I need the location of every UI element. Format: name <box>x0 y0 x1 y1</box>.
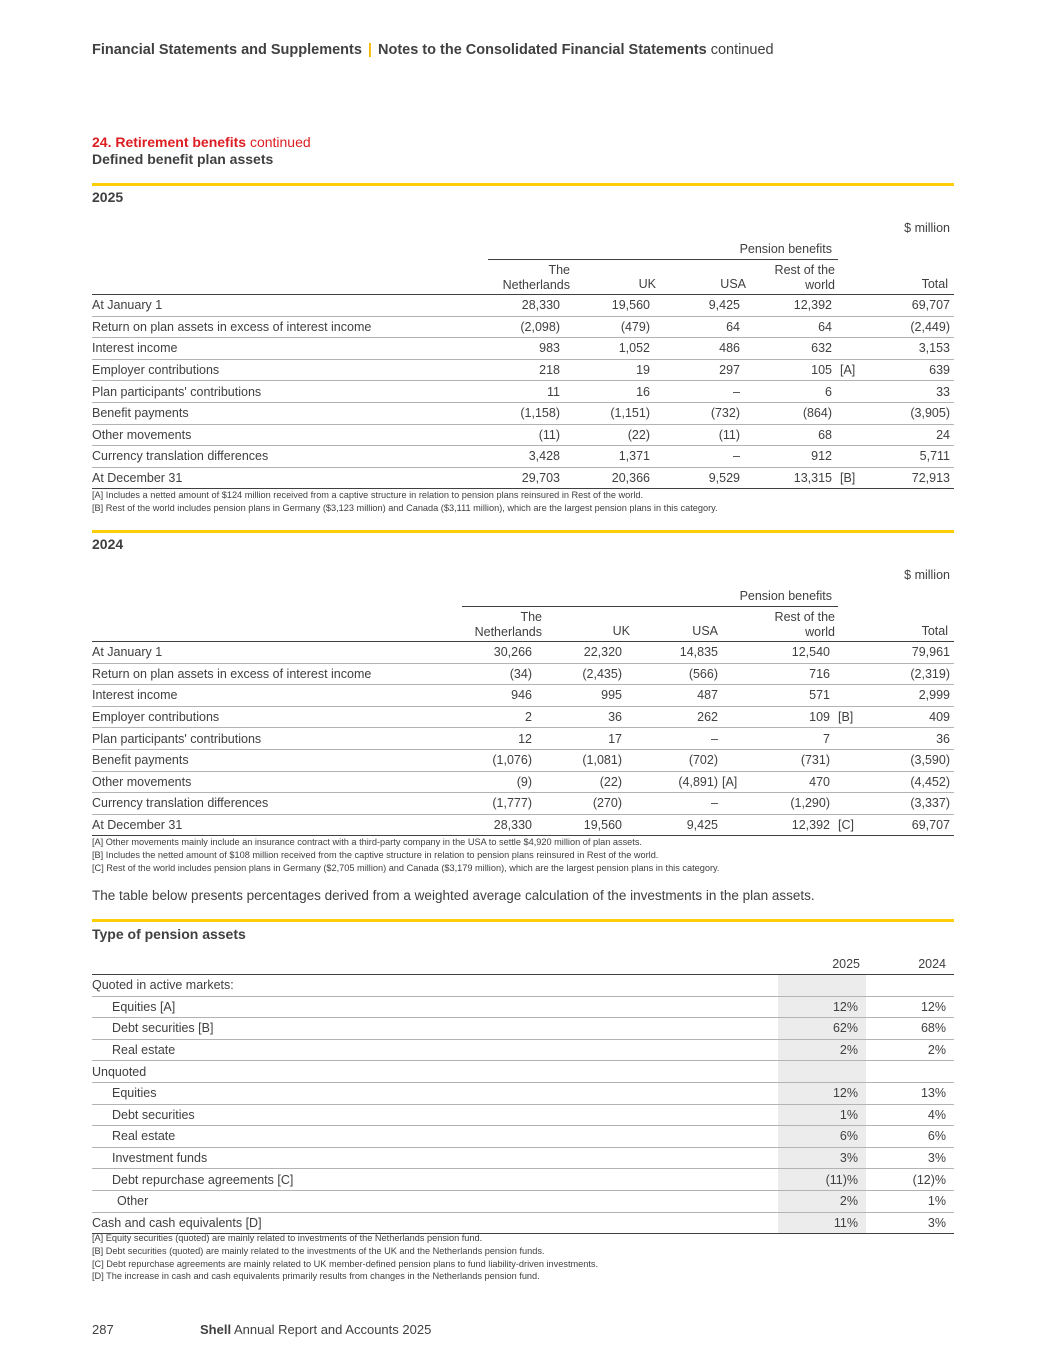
page-number: 287 <box>92 1322 114 1337</box>
row-label: Interest income <box>92 338 482 360</box>
cell-uk: 16 <box>570 381 658 403</box>
year-heading-2024: 2024 <box>92 536 124 552</box>
row-label: Other movements <box>92 771 454 793</box>
cell-rest-of-world: (1,290) <box>746 793 834 815</box>
cell-note <box>836 295 872 317</box>
cell-usa-note <box>718 814 746 836</box>
cell-usa: 297 <box>658 359 746 381</box>
row-label: Investment funds <box>92 1147 778 1169</box>
cell-netherlands: 218 <box>482 359 570 381</box>
cell-2024: 2% <box>866 1039 954 1061</box>
table-row <box>92 663 954 685</box>
cell-2024: 13% <box>866 1082 954 1104</box>
cell-rest-of-world: 912 <box>746 446 836 468</box>
footnotes-2025 <box>92 489 718 515</box>
table-row <box>92 793 954 815</box>
header-separator: | <box>367 42 372 58</box>
cell-usa: 64 <box>658 316 746 338</box>
cell-rest-of-world: (731) <box>746 749 834 771</box>
row-label: At January 1 <box>92 295 482 317</box>
cell-note <box>836 402 872 424</box>
cell-netherlands: 28,330 <box>482 295 570 317</box>
unit-label-2024: $ million <box>904 568 950 582</box>
cell-netherlands: (9) <box>454 771 542 793</box>
cell-2024: 68% <box>866 1018 954 1040</box>
footnote: [B] Debt securities (quoted) are mainly related to the investments of the UK and the Netherlands pension funds. <box>92 1245 545 1256</box>
cell-usa-note <box>718 728 746 750</box>
cell-uk: 1,052 <box>570 338 658 360</box>
cell-netherlands: (1,158) <box>482 402 570 424</box>
row-label: Return on plan assets in excess of interest income <box>92 663 454 685</box>
table-row <box>92 642 954 664</box>
table-row <box>92 728 954 750</box>
group-rule-2024 <box>462 606 838 607</box>
table-row <box>92 316 954 338</box>
cell-2024 <box>866 1061 954 1083</box>
cell-rest-of-world: 716 <box>746 663 834 685</box>
cell-uk: 22,320 <box>542 642 630 664</box>
cell-rest-of-world: 105 <box>746 359 836 381</box>
cell-note: [C] <box>834 814 870 836</box>
section-subtitle: Defined benefit plan assets <box>92 151 274 167</box>
table-row <box>92 1169 954 1191</box>
cell-uk: (2,435) <box>542 663 630 685</box>
cell-usa: 9,425 <box>658 295 746 317</box>
cell-usa-note <box>718 793 746 815</box>
col-uk-2024: UK <box>612 624 630 638</box>
header-continued: continued <box>710 42 774 58</box>
cell-note <box>834 771 870 793</box>
cell-usa: – <box>630 793 718 815</box>
running-header <box>92 42 774 58</box>
table-row <box>92 996 954 1018</box>
cell-total: (4,452) <box>870 771 954 793</box>
cell-2025: 3% <box>778 1147 866 1169</box>
footnote: [B] Rest of the world includes pension plans in Germany ($3,123 million) and Canada ($3,111 million), which are the largest pension plans in this category. <box>92 502 718 513</box>
divider-2024 <box>92 530 954 533</box>
pension-benefits-label-2025: Pension benefits <box>739 242 832 256</box>
cell-netherlands: 12 <box>454 728 542 750</box>
row-label: Benefit payments <box>92 749 454 771</box>
cell-note <box>834 663 870 685</box>
cell-total: 69,707 <box>870 814 954 836</box>
col-2024: 2024 <box>918 957 946 971</box>
cell-note <box>836 446 872 468</box>
cell-netherlands: (34) <box>454 663 542 685</box>
divider-2025 <box>92 183 954 186</box>
cell-netherlands: 29,703 <box>482 467 570 489</box>
cell-2025: 12% <box>778 1082 866 1104</box>
cell-2024: 12% <box>866 996 954 1018</box>
year-heading-2025: 2025 <box>92 189 124 205</box>
cell-note <box>834 793 870 815</box>
cell-uk: (22) <box>542 771 630 793</box>
table-row <box>92 685 954 707</box>
cell-usa: (4,891) <box>630 771 718 793</box>
table-row <box>92 359 954 381</box>
cell-note: [B] <box>834 706 870 728</box>
table-row <box>92 771 954 793</box>
cell-rest-of-world: 109 <box>746 706 834 728</box>
col-rest-of-world-2024: Rest of the world <box>774 610 835 639</box>
cell-total: 33 <box>872 381 954 403</box>
table-row <box>92 424 954 446</box>
cell-uk: 36 <box>542 706 630 728</box>
cell-note <box>836 381 872 403</box>
table-row <box>92 814 954 836</box>
cell-uk: 19,560 <box>542 814 630 836</box>
footer-title <box>200 1322 431 1337</box>
row-label: Real estate <box>92 1039 778 1061</box>
cell-usa: 487 <box>630 685 718 707</box>
cell-2025: 12% <box>778 996 866 1018</box>
table-row <box>92 1212 954 1234</box>
table-row <box>92 1147 954 1169</box>
cell-total: 79,961 <box>870 642 954 664</box>
cell-usa: 9,529 <box>658 467 746 489</box>
cell-total: 409 <box>870 706 954 728</box>
cell-note <box>834 685 870 707</box>
group-rule-2025 <box>488 259 838 260</box>
table-row <box>92 749 954 771</box>
table-row <box>92 295 954 317</box>
cell-usa-note <box>718 706 746 728</box>
cell-netherlands: 983 <box>482 338 570 360</box>
cell-usa: 262 <box>630 706 718 728</box>
cell-usa: 14,835 <box>630 642 718 664</box>
footnote: [A] Includes a netted amount of $124 million received from a captive structure in relation to pension plans reinsured in Rest of the world. <box>92 490 644 500</box>
cell-netherlands: 2 <box>454 706 542 728</box>
cell-rest-of-world: 6 <box>746 381 836 403</box>
cell-netherlands: (2,098) <box>482 316 570 338</box>
footnote: [C] Rest of the world includes pension plans in Germany ($2,705 million) and Canada ($3,179 million), which are the largest pension plans in this category. <box>92 862 720 873</box>
cell-uk: 20,366 <box>570 467 658 489</box>
cell-2025: 62% <box>778 1018 866 1040</box>
cell-rest-of-world: 632 <box>746 338 836 360</box>
row-label: At December 31 <box>92 814 454 836</box>
divider-pension-assets <box>92 919 954 922</box>
pension-assets-title: Type of pension assets <box>92 926 246 942</box>
footnote: [C] Debt repurchase agreements are mainly related to UK member-defined pension plans to fund liability-driven investments. <box>92 1258 599 1269</box>
cell-2024: (12)% <box>866 1169 954 1191</box>
cell-2024: 3% <box>866 1212 954 1234</box>
cell-rest-of-world: 12,392 <box>746 814 834 836</box>
cell-netherlands: (1,076) <box>454 749 542 771</box>
cell-usa: – <box>630 728 718 750</box>
section-continued: continued <box>249 134 311 150</box>
cell-uk: (1,081) <box>542 749 630 771</box>
row-label: Other <box>92 1190 778 1212</box>
cell-total: (2,449) <box>872 316 954 338</box>
header-section: Financial Statements and Supplements <box>92 42 362 58</box>
row-label: Currency translation differences <box>92 793 454 815</box>
cell-uk: 19,560 <box>570 295 658 317</box>
cell-note <box>836 338 872 360</box>
cell-total: 72,913 <box>872 467 954 489</box>
col-rest-of-world-2025: Rest of the world <box>774 263 835 292</box>
cell-netherlands: 11 <box>482 381 570 403</box>
cell-rest-of-world: 64 <box>746 316 836 338</box>
cell-uk: (479) <box>570 316 658 338</box>
cell-usa: 486 <box>658 338 746 360</box>
cell-usa: 9,425 <box>630 814 718 836</box>
row-label: Employer contributions <box>92 359 482 381</box>
row-label: Benefit payments <box>92 402 482 424</box>
cell-2024 <box>866 975 954 997</box>
cell-usa: (566) <box>630 663 718 685</box>
table-2024 <box>92 641 954 836</box>
cell-uk: 17 <box>542 728 630 750</box>
cell-note <box>834 728 870 750</box>
cell-usa-note: [A] <box>718 771 746 793</box>
cell-netherlands: 946 <box>454 685 542 707</box>
row-label: Debt securities [B] <box>92 1018 778 1040</box>
cell-uk: (270) <box>542 793 630 815</box>
cell-uk: 995 <box>542 685 630 707</box>
cell-usa: (732) <box>658 402 746 424</box>
cell-2025 <box>778 975 866 997</box>
row-label: Cash and cash equivalents [D] <box>92 1212 778 1234</box>
table-row <box>92 1039 954 1061</box>
row-label: Unquoted <box>92 1061 778 1083</box>
row-label: Plan participants' contributions <box>92 728 454 750</box>
cell-netherlands: (1,777) <box>454 793 542 815</box>
col-netherlands-2024: The Netherlands <box>474 610 542 639</box>
cell-usa: (702) <box>630 749 718 771</box>
cell-rest-of-world: 13,315 <box>746 467 836 489</box>
footnote: [B] Includes the netted amount of $108 million received from the captive structure in relation to pension plans reinsured in Rest of the world. <box>92 849 659 860</box>
cell-total: 639 <box>872 359 954 381</box>
pension-assets-table <box>92 974 954 1234</box>
cell-usa-note <box>718 642 746 664</box>
row-label: Plan participants' contributions <box>92 381 482 403</box>
table-2025 <box>92 294 954 489</box>
cell-usa: – <box>658 446 746 468</box>
cell-2025: 2% <box>778 1039 866 1061</box>
cell-2024: 1% <box>866 1190 954 1212</box>
intro-text: The table below presents percentages derived from a weighted average calculation of the investments in the plan assets. <box>92 888 815 903</box>
cell-total: (3,905) <box>872 402 954 424</box>
cell-note <box>834 749 870 771</box>
cell-rest-of-world: 7 <box>746 728 834 750</box>
col-uk-2025: UK <box>638 277 656 291</box>
cell-rest-of-world: 12,392 <box>746 295 836 317</box>
cell-note: [B] <box>836 467 872 489</box>
table-row <box>92 1126 954 1148</box>
header-subsection: Notes to the Consolidated Financial Statements <box>377 42 707 58</box>
cell-note <box>836 316 872 338</box>
table-row <box>92 1061 954 1083</box>
cell-total: (2,319) <box>870 663 954 685</box>
cell-2025: 6% <box>778 1126 866 1148</box>
footer-brand: Shell <box>200 1322 232 1337</box>
cell-uk: 19 <box>570 359 658 381</box>
cell-2025: 1% <box>778 1104 866 1126</box>
footnote: [A] Other movements mainly include an insurance contract with a third-party company in the USA to settle $4,920 million of plan assets. <box>92 837 642 847</box>
cell-total: 2,999 <box>870 685 954 707</box>
cell-2025: (11)% <box>778 1169 866 1191</box>
row-label: Other movements <box>92 424 482 446</box>
cell-total: 3,153 <box>872 338 954 360</box>
footnotes-2024 <box>92 836 719 874</box>
row-label: At January 1 <box>92 642 454 664</box>
footnotes-pension-assets <box>92 1232 598 1283</box>
cell-total: 5,711 <box>872 446 954 468</box>
table-row <box>92 1018 954 1040</box>
row-label: Equities <box>92 1082 778 1104</box>
cell-rest-of-world: 12,540 <box>746 642 834 664</box>
table-row <box>92 381 954 403</box>
cell-rest-of-world: 68 <box>746 424 836 446</box>
row-label: Employer contributions <box>92 706 454 728</box>
cell-total: (3,590) <box>870 749 954 771</box>
cell-total: 36 <box>870 728 954 750</box>
section-number-title: 24. Retirement benefits <box>92 134 247 150</box>
footnote: [A] Equity securities (quoted) are mainly related to investments of the Netherlands pension fund. <box>92 1233 483 1243</box>
table-row <box>92 706 954 728</box>
col-usa-2024: USA <box>692 624 718 638</box>
cell-note <box>834 642 870 664</box>
table-row <box>92 467 954 489</box>
cell-rest-of-world: (864) <box>746 402 836 424</box>
col-total-2024: Total <box>921 624 948 638</box>
cell-rest-of-world: 470 <box>746 771 834 793</box>
row-label: Equities [A] <box>92 996 778 1018</box>
cell-note: [A] <box>836 359 872 381</box>
table-row <box>92 446 954 468</box>
row-label: Interest income <box>92 685 454 707</box>
col-usa-2025: USA <box>720 277 746 291</box>
table-row <box>92 1104 954 1126</box>
table-row <box>92 338 954 360</box>
cell-netherlands: (11) <box>482 424 570 446</box>
cell-rest-of-world: 571 <box>746 685 834 707</box>
cell-2024: 4% <box>866 1104 954 1126</box>
cell-netherlands: 3,428 <box>482 446 570 468</box>
cell-note <box>836 424 872 446</box>
cell-total: 24 <box>872 424 954 446</box>
col-total-2025: Total <box>921 277 948 291</box>
cell-usa-note <box>718 685 746 707</box>
cell-2025 <box>778 1061 866 1083</box>
section-title <box>92 134 311 150</box>
table-row <box>92 975 954 997</box>
row-label: At December 31 <box>92 467 482 489</box>
row-label: Debt repurchase agreements [C] <box>92 1169 778 1191</box>
row-label: Real estate <box>92 1126 778 1148</box>
table-row <box>92 1082 954 1104</box>
cell-2024: 6% <box>866 1126 954 1148</box>
cell-uk: 1,371 <box>570 446 658 468</box>
cell-total: (3,337) <box>870 793 954 815</box>
row-label: Quoted in active markets: <box>92 975 778 997</box>
cell-2025: 2% <box>778 1190 866 1212</box>
table-row <box>92 402 954 424</box>
unit-label-2025: $ million <box>904 221 950 235</box>
row-label: Return on plan assets in excess of interest income <box>92 316 482 338</box>
footnote: [D] The increase in cash and cash equivalents primarily results from changes in the Netherlands pension fund. <box>92 1271 540 1282</box>
cell-usa-note <box>718 663 746 685</box>
cell-2024: 3% <box>866 1147 954 1169</box>
table-row <box>92 1190 954 1212</box>
footer-report: Annual Report and Accounts 2025 <box>233 1322 432 1337</box>
col-netherlands-2025: The Netherlands <box>502 263 570 292</box>
cell-total: 69,707 <box>872 295 954 317</box>
row-label: Currency translation differences <box>92 446 482 468</box>
cell-2025: 11% <box>778 1212 866 1234</box>
row-label: Debt securities <box>92 1104 778 1126</box>
cell-usa: (11) <box>658 424 746 446</box>
cell-uk: (22) <box>570 424 658 446</box>
cell-uk: (1,151) <box>570 402 658 424</box>
cell-usa-note <box>718 749 746 771</box>
cell-netherlands: 28,330 <box>454 814 542 836</box>
cell-netherlands: 30,266 <box>454 642 542 664</box>
col-2025: 2025 <box>832 957 860 971</box>
cell-usa: – <box>658 381 746 403</box>
pension-benefits-label-2024: Pension benefits <box>739 589 832 603</box>
